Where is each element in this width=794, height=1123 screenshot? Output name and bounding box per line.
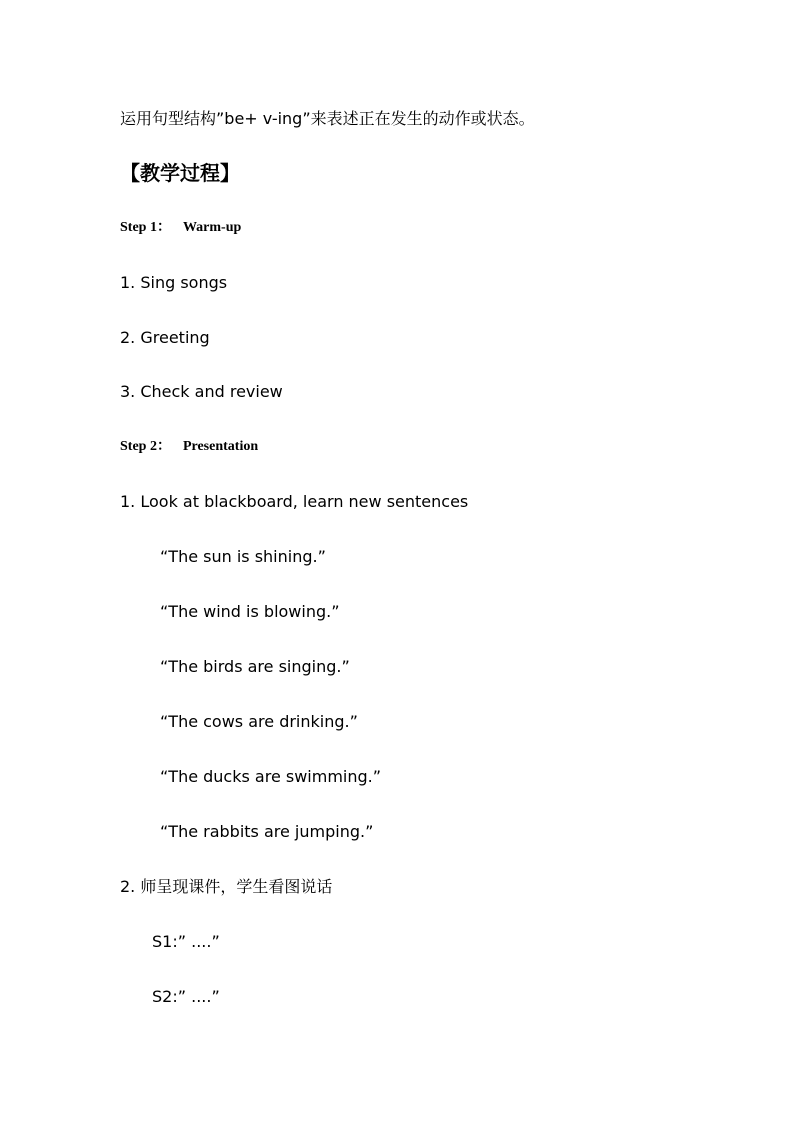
step-2-heading [120,440,258,454]
sentence-birds: “The birds are singing.” [160,657,350,676]
dialogue-s2: S2:” ....” [152,987,220,1006]
list-item-greeting: 2. Greeting [120,328,210,347]
presentation-item-2: 2. 师呈现课件，学生看图说话 [120,877,333,896]
sentence-wind: “The wind is blowing.” [160,602,340,621]
list-item-sing-songs: 1. Sing songs [120,273,228,292]
presentation-item-1: 1. Look at blackboard, learn new sentences [120,492,469,511]
step-1-heading [120,221,241,235]
sentence-cows: “The cows are drinking.” [160,712,358,731]
sentence-rabbits: “The rabbits are jumping.” [160,822,374,841]
sentence-ducks: “The ducks are swimming.” [160,767,382,786]
dialogue-s1: S1:” ....” [152,932,220,951]
section-heading: 【教学过程】 [120,161,240,185]
step-2-title: Presentation [182,439,259,454]
list-item-check-review: 3. Check and review [120,382,283,401]
intro-text: 运用句型结构”be+ v-ing”来表述正在发生的动作或状态。 [120,109,535,128]
step-1-label: Step 1： [120,220,171,235]
step-2-label: Step 2： [120,439,171,454]
step-1-title: Warm-up [182,220,242,235]
sentence-sun: “The sun is shining.” [160,547,326,566]
